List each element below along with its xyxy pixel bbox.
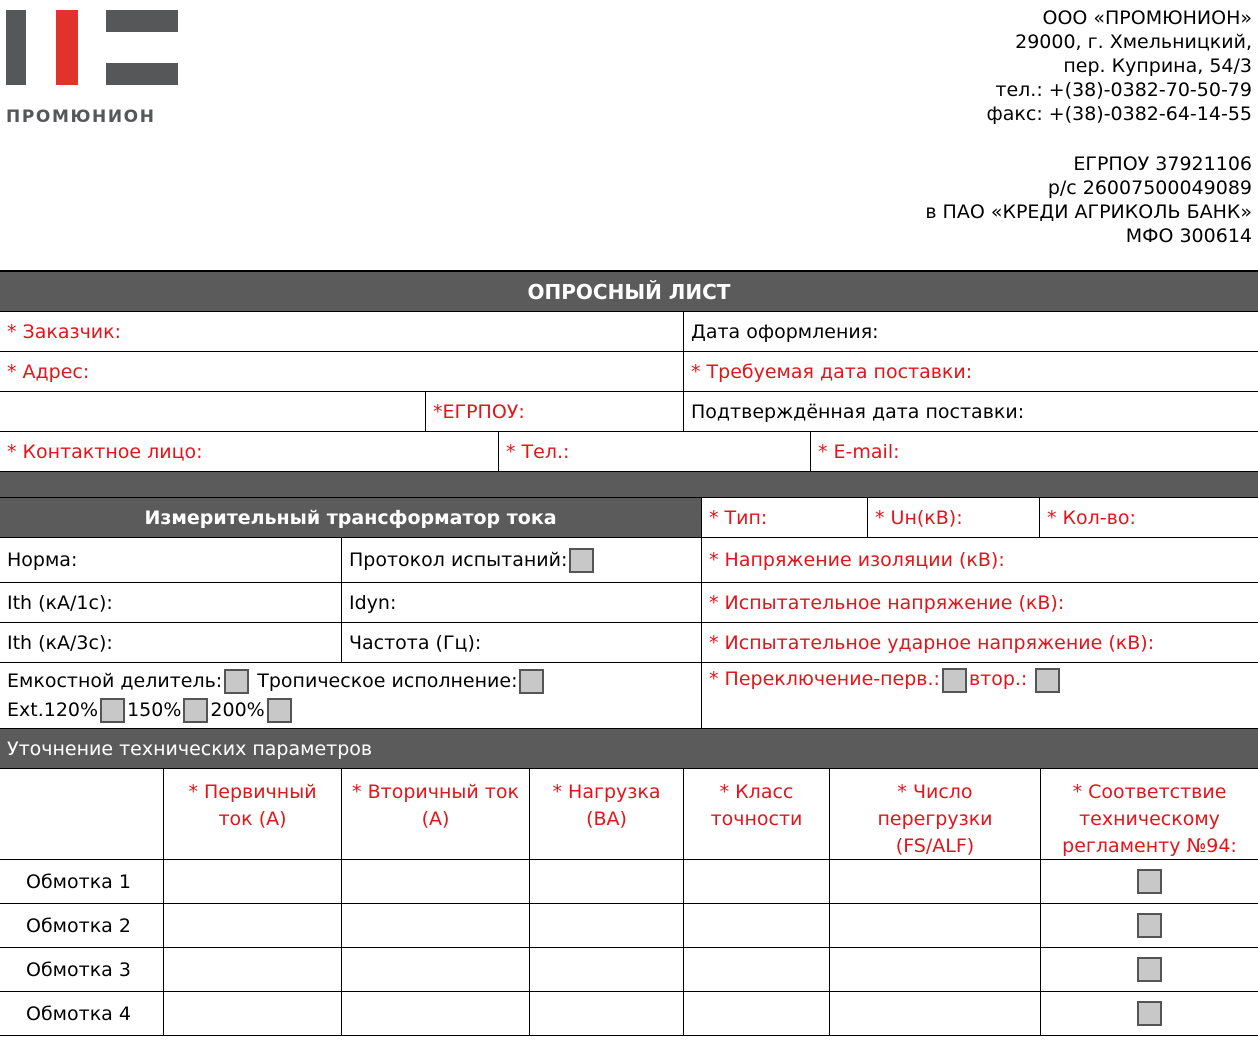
accuracy-class-cell[interactable] — [683, 992, 829, 1035]
company-name: ООО «ПРОМЮНИОН» — [1042, 7, 1252, 29]
test-protocol-field — [341, 538, 701, 582]
company-egrpou: ЕГРПОУ 37921106 — [1073, 153, 1252, 175]
tech-table-corner — [0, 769, 163, 859]
accuracy-class-header: * Класс точности — [683, 769, 829, 859]
load-cell[interactable] — [529, 860, 683, 903]
ext150-checkbox[interactable] — [183, 698, 208, 723]
overload-header: * Число перегрузки (FS/ALF) — [829, 769, 1040, 859]
regulation-cell — [1040, 948, 1258, 991]
company-bank: в ПАО «КРЕДИ АГРИКОЛЬ БАНК» — [925, 201, 1252, 223]
company-phone: тел.: +(38)-0382-70-50-79 — [995, 79, 1252, 101]
form-title-row — [0, 270, 1258, 312]
winding-label: Обмотка 1 — [26, 870, 131, 893]
tech-params-header-row — [0, 729, 1258, 769]
regulation-cell — [1040, 992, 1258, 1035]
ext150-label: 150% — [127, 698, 182, 721]
test-voltage-field[interactable]: * Испытательное напряжение (кВ): — [701, 583, 1258, 622]
overload-cell[interactable] — [829, 860, 1040, 903]
switching-secondary-checkbox[interactable] — [1035, 668, 1060, 693]
order-date-field[interactable]: Дата оформления: — [683, 312, 1258, 351]
table-row — [0, 992, 1258, 1036]
company-street: пер. Куприна, 54/3 — [1063, 55, 1252, 77]
switching-primary-label: * Переключение-перв.: — [709, 668, 940, 690]
type-field[interactable]: * Тип: — [701, 498, 867, 537]
secondary-current-cell[interactable] — [341, 948, 529, 991]
logo-mark-grey-bar — [6, 10, 26, 85]
company-account: р/с 26007500049089 — [1047, 177, 1252, 199]
company-details — [925, 6, 1252, 248]
logo-mark-bottom-bar — [106, 63, 178, 85]
tech-table-header — [0, 769, 1258, 860]
form-title: ОПРОСНЫЙ ЛИСТ — [0, 272, 1258, 311]
company-mfo: МФО 300614 — [1125, 225, 1252, 247]
ith1-field[interactable]: Ith (кА/1с): — [7, 591, 113, 614]
regulation-cell — [1040, 860, 1258, 903]
accuracy-class-cell[interactable] — [683, 904, 829, 947]
transformer-title-row — [0, 498, 1258, 538]
primary-current-cell[interactable] — [163, 860, 341, 903]
logo-mark-top-bar — [106, 10, 178, 32]
ext200-label: 200% — [210, 698, 265, 721]
address-field[interactable]: * Адрес: — [7, 360, 90, 383]
company-city: 29000, г. Хмельницкий, — [1015, 31, 1252, 53]
winding-label: Обмотка 4 — [26, 1002, 131, 1025]
required-date-field[interactable]: * Требуемая дата поставки: — [683, 352, 1258, 391]
primary-current-cell[interactable] — [163, 904, 341, 947]
contact-person-field[interactable]: * Контактное лицо: — [7, 440, 203, 463]
ith3-field[interactable]: Ith (кА/3с): — [7, 631, 113, 654]
table-row — [0, 904, 1258, 948]
overload-cell[interactable] — [829, 948, 1040, 991]
secondary-current-header: * Вторичный ток (А) — [341, 769, 529, 859]
ext200-checkbox[interactable] — [267, 698, 292, 723]
idyn-field[interactable]: Idyn: — [341, 583, 701, 622]
regulation-checkbox[interactable] — [1137, 957, 1162, 982]
table-row — [0, 860, 1258, 904]
customer-row — [0, 312, 1258, 352]
secondary-current-cell[interactable] — [341, 992, 529, 1035]
egrpou-field[interactable]: *ЕГРПОУ: — [425, 392, 683, 431]
primary-current-cell[interactable] — [163, 948, 341, 991]
email-field[interactable]: * E-mail: — [810, 432, 1258, 471]
insulation-voltage-field[interactable]: * Напряжение изоляции (кВ): — [701, 538, 1258, 582]
questionnaire-form — [0, 270, 1258, 1036]
secondary-current-cell[interactable] — [341, 904, 529, 947]
winding-label: Обмотка 2 — [26, 914, 131, 937]
regulation-cell — [1040, 904, 1258, 947]
ith1-row — [0, 583, 1258, 623]
transformer-header-spacer — [0, 472, 1258, 498]
confirmed-date-field[interactable]: Подтверждённая дата поставки: — [683, 392, 1258, 431]
company-logo — [6, 10, 182, 130]
load-cell[interactable] — [529, 904, 683, 947]
address-row — [0, 352, 1258, 392]
switching-secondary-label: втор.: — [968, 668, 1028, 690]
tech-params-title: Уточнение технических параметров — [0, 729, 1258, 768]
table-row — [0, 948, 1258, 992]
primary-current-cell[interactable] — [163, 992, 341, 1035]
frequency-field[interactable]: Частота (Гц): — [341, 623, 701, 662]
contact-row — [0, 432, 1258, 472]
primary-current-header: * Первичный ток (А) — [163, 769, 341, 859]
options-cell — [0, 663, 701, 728]
switching-cell — [701, 663, 1258, 728]
logo-name: ПРОМЮНИОН — [6, 107, 156, 127]
capacitive-divider-label: Емкостной делитель: — [7, 669, 223, 692]
load-cell[interactable] — [529, 948, 683, 991]
overload-cell[interactable] — [829, 904, 1040, 947]
switching-primary-checkbox[interactable] — [942, 668, 967, 693]
un-field[interactable]: * Uн(кВ): — [867, 498, 1039, 537]
regulation-header: * Соответствие техническому регламенту №94: — [1040, 769, 1258, 859]
options-row — [0, 663, 1258, 729]
phone-field[interactable]: * Тел.: — [498, 432, 810, 471]
ith3-row — [0, 623, 1258, 663]
customer-field[interactable]: * Заказчик: — [7, 320, 122, 343]
ext120-checkbox[interactable] — [100, 698, 125, 723]
impulse-voltage-field[interactable]: * Испытательное ударное напряжение (кВ): — [701, 623, 1258, 662]
tropical-label: Тропическое исполнение: — [257, 669, 518, 692]
norm-row — [0, 538, 1258, 583]
test-protocol-checkbox[interactable] — [569, 548, 594, 573]
regulation-checkbox[interactable] — [1137, 1001, 1162, 1026]
transformer-title: Измерительный трансформатор тока — [0, 498, 701, 537]
accuracy-class-cell[interactable] — [683, 948, 829, 991]
accuracy-class-cell[interactable] — [683, 860, 829, 903]
quantity-field[interactable]: * Кол-во: — [1039, 498, 1258, 537]
secondary-current-cell[interactable] — [341, 860, 529, 903]
load-cell[interactable] — [529, 992, 683, 1035]
regulation-checkbox[interactable] — [1137, 913, 1162, 938]
egrpou-row — [0, 392, 1258, 432]
company-fax: факс: +(38)-0382-64-14-55 — [986, 103, 1252, 125]
test-protocol-label: Протокол испытаний: — [349, 549, 568, 571]
tropical-checkbox[interactable] — [519, 669, 544, 694]
logo-mark-red-bar — [56, 10, 78, 85]
address-continuation-field[interactable] — [0, 392, 425, 431]
overload-cell[interactable] — [829, 992, 1040, 1035]
ext120-label: Ext.120% — [7, 698, 99, 721]
load-header: * Нагрузка (ВА) — [529, 769, 683, 859]
winding-label: Обмотка 3 — [26, 958, 131, 981]
capacitive-divider-checkbox[interactable] — [224, 669, 249, 694]
regulation-checkbox[interactable] — [1137, 869, 1162, 894]
norm-field[interactable]: Норма: — [7, 549, 78, 571]
